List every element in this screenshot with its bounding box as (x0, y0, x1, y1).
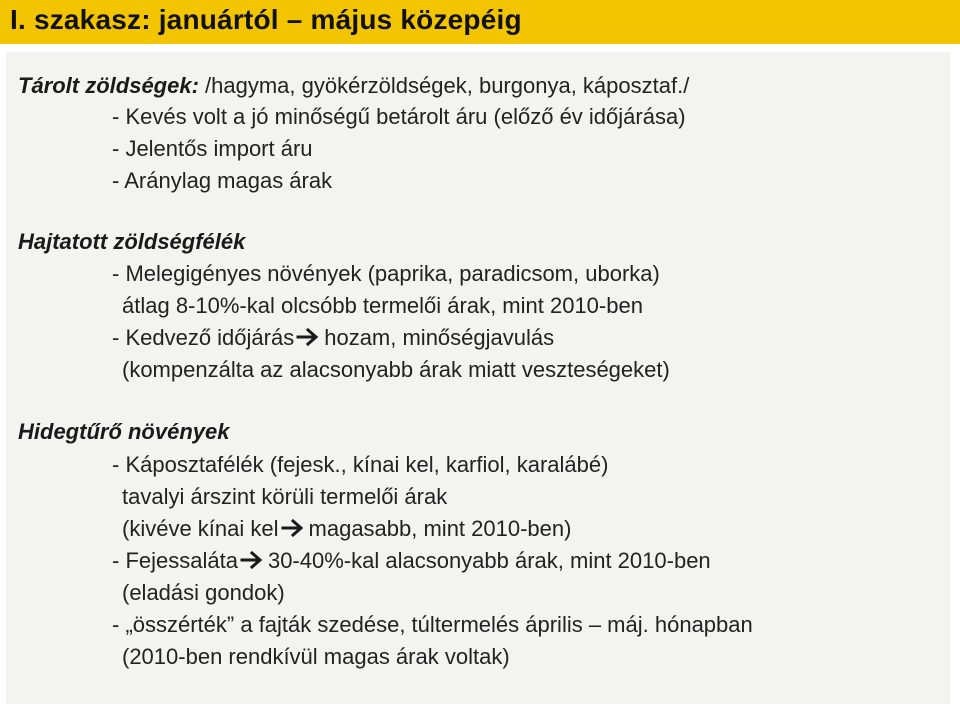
stored-heading: Tárolt zöldségek: (18, 73, 199, 98)
stored-heading-rest: /hagyma, gyökérzöldségek, burgonya, káposztaf./ (198, 73, 690, 98)
right-arrow-icon (296, 327, 320, 347)
forced-line-4: (kompenzálta az alacsonyabb árak miatt veszteségeket) (122, 357, 670, 382)
stored-line-2: - Jelentős import áru (112, 136, 313, 161)
right-arrow-icon (240, 550, 264, 570)
forced-line-1: - Melegigényes növények (paprika, paradicsom, uborka) (112, 261, 660, 286)
stored-line-3: - Aránylag magas árak (112, 168, 333, 193)
cold-line-4-start: - Fejessaláta (112, 548, 238, 573)
cold-line-5: (eladási gondok) (122, 580, 285, 605)
title-bar (0, 0, 960, 44)
forced-line-3 (112, 324, 554, 352)
cold-line-3 (122, 515, 571, 543)
cold-line-4 (112, 547, 711, 575)
cold-line-7: (2010-ben rendkívül magas árak voltak) (122, 644, 510, 669)
stored-heading-line (18, 72, 689, 100)
cold-heading: Hidegtűrő növények (18, 419, 230, 444)
forced-heading: Hajtatott zöldségfélék (18, 229, 246, 254)
forced-line-2: átlag 8-10%-kal olcsóbb termelői árak, mint 2010-ben (122, 293, 643, 318)
right-arrow-icon (281, 518, 305, 538)
slide-title: I. szakasz: januártól – május közepéig (10, 4, 522, 35)
cold-line-1: - Káposztafélék (fejesk., kínai kel, karfiol, karalábé) (112, 452, 609, 477)
cold-line-2: tavalyi árszint körüli termelői árak (122, 484, 448, 509)
cold-line-4-end: 30-40%-kal alacsonyabb árak, mint 2010-ben (267, 548, 711, 573)
cold-line-6: - „összérték” a fajták szedése, túltermelés április – máj. hónapban (112, 612, 753, 637)
forced-line-3-end: hozam, minőségjavulás (324, 325, 555, 350)
cold-line-3-end: magasabb, mint 2010-ben) (308, 516, 572, 541)
content-panel (6, 52, 950, 704)
forced-line-3-start: - Kedvező időjárás (112, 325, 295, 350)
cold-line-3-start: (kivéve kínai kel (122, 516, 279, 541)
stored-line-1: - Kevés volt a jó minőségű betárolt áru (előző év időjárása) (112, 104, 686, 129)
